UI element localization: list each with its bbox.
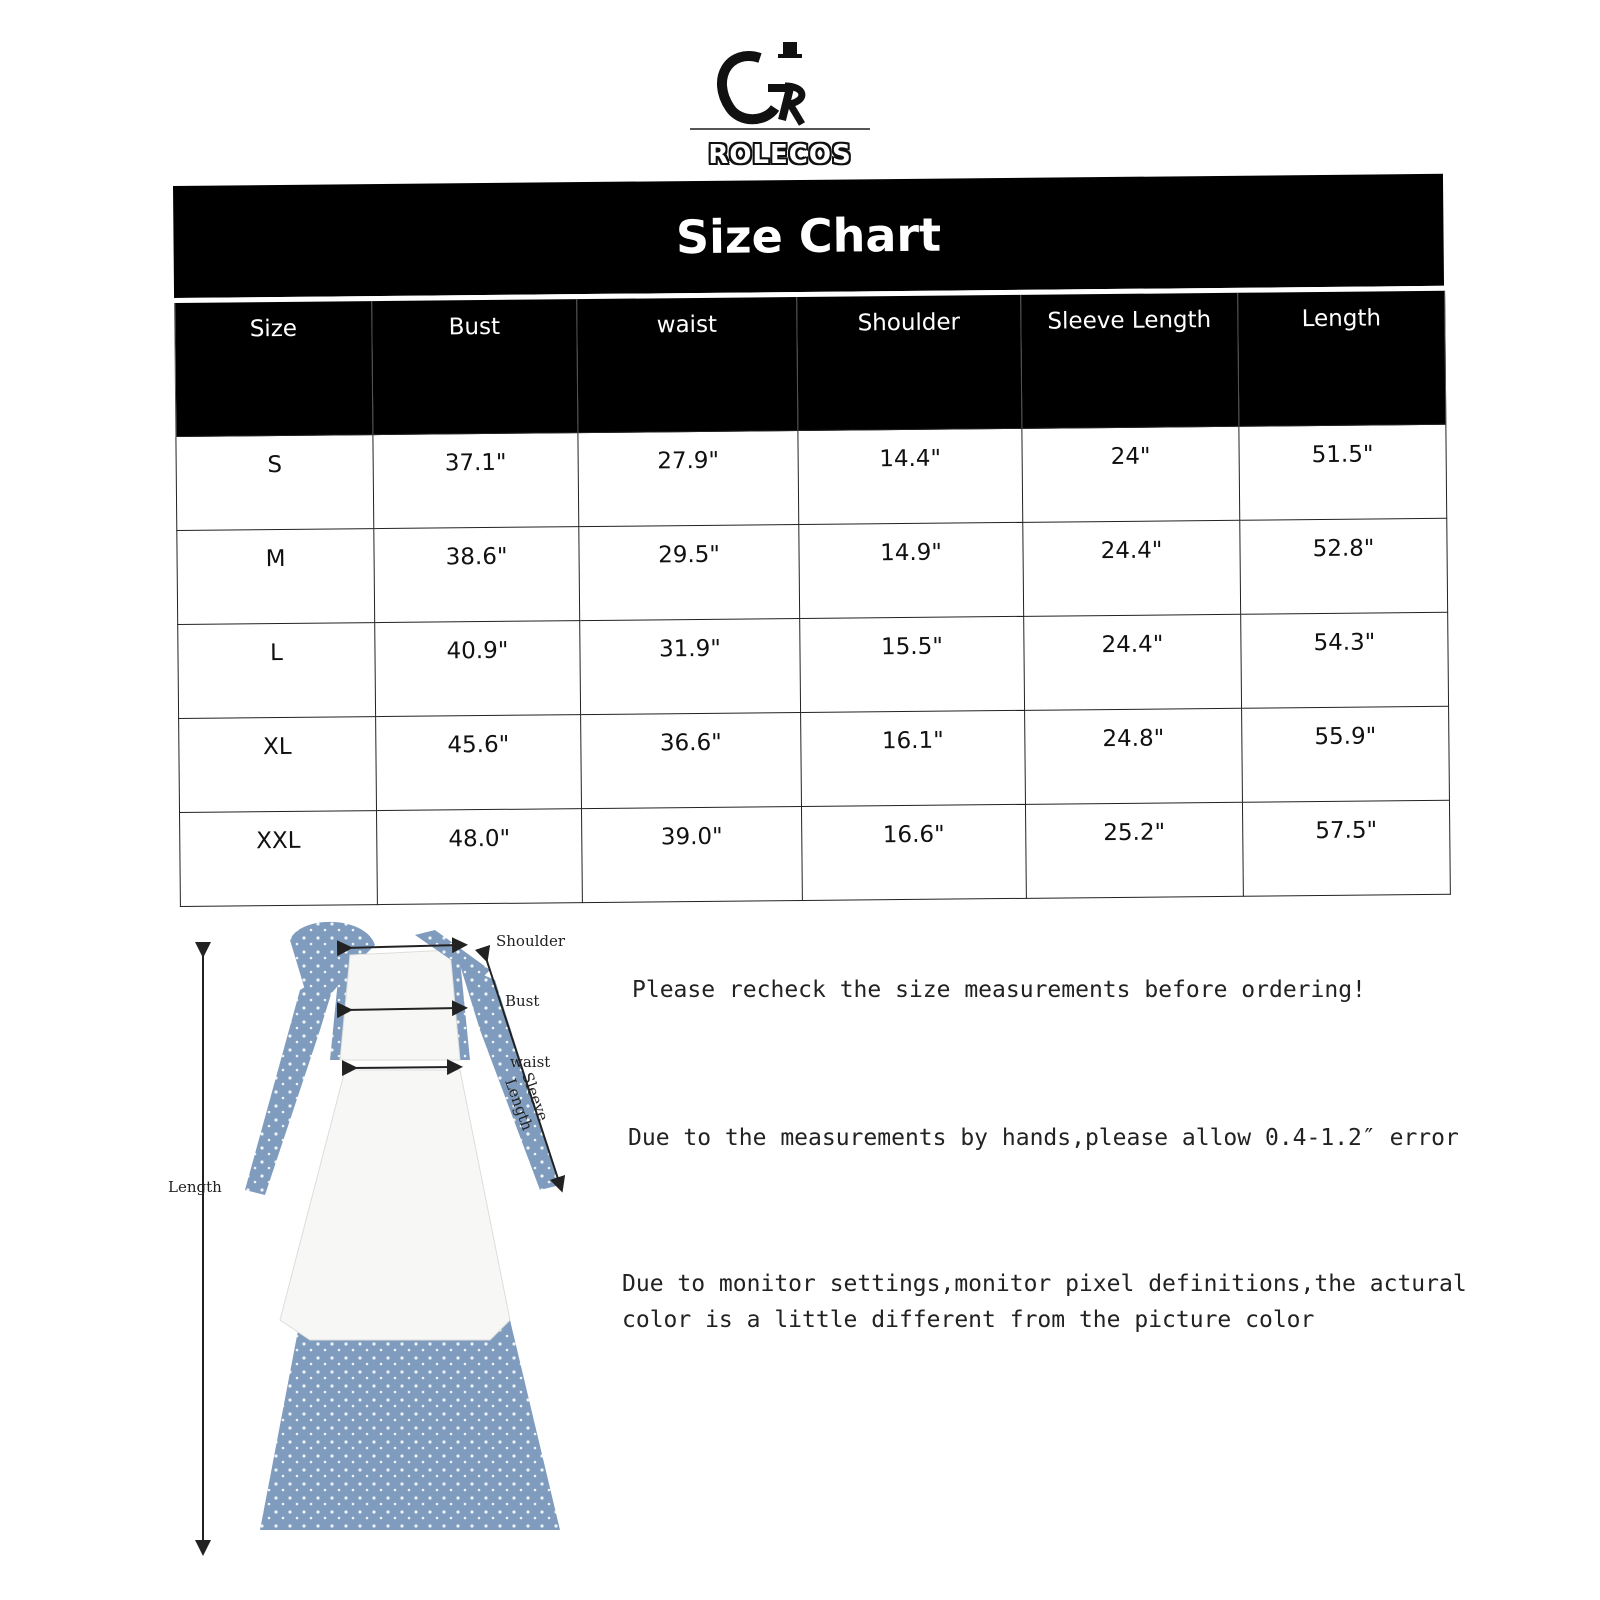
size-table [174, 291, 1451, 907]
header-shoulder: Shoulder [797, 295, 1022, 431]
table-cell: 29.5" [579, 525, 800, 621]
brand-logo [690, 38, 870, 178]
chart-title-bar [173, 174, 1444, 298]
header-size: Size [175, 301, 373, 436]
header-bust: Bust [372, 299, 578, 434]
table-cell: 57.5" [1242, 800, 1450, 896]
label-sleeve-length: Sleeve Length [501, 1070, 553, 1133]
table-cell: 24.4" [1023, 520, 1241, 616]
note-monitor-line2: color is a little different from the picture color [622, 1307, 1315, 1333]
note-monitor-line1: Due to monitor settings,monitor pixel definitions,the actural [622, 1271, 1467, 1297]
table-cell: S [176, 435, 374, 531]
header-length: Length [1238, 291, 1446, 426]
table-header-row [175, 291, 1446, 437]
logo-monogram-icon [690, 38, 870, 133]
table-cell: 38.6" [374, 527, 580, 623]
table-row [177, 518, 1448, 624]
table-row [179, 706, 1450, 812]
table-cell: 31.9" [580, 619, 801, 715]
table-row [176, 424, 1447, 530]
table-cell: XXL [180, 811, 378, 907]
table-cell: 15.5" [800, 616, 1025, 712]
table-cell: 27.9" [578, 431, 799, 527]
table-cell: 55.9" [1242, 706, 1450, 802]
dress-illustration [160, 920, 630, 1570]
label-bust: Bust [505, 992, 540, 1010]
note-recheck: Please recheck the size measurements before ordering! [632, 977, 1366, 1003]
table-row [180, 800, 1451, 906]
table-cell: 24.4" [1024, 614, 1242, 710]
size-chart [173, 174, 1450, 907]
table-cell: 40.9" [375, 621, 581, 717]
logo-divider [690, 128, 870, 130]
label-shoulder: Shoulder [496, 932, 566, 950]
table-cell: 36.6" [581, 713, 802, 809]
table-cell: 39.0" [581, 806, 802, 902]
table-cell: 25.2" [1025, 802, 1243, 898]
table-cell: 52.8" [1240, 518, 1448, 614]
chart-title: Size Chart [675, 207, 942, 265]
label-length: Length [168, 1178, 222, 1196]
table-cell: 16.1" [801, 710, 1026, 806]
table-cell: 48.0" [377, 809, 583, 905]
table-cell: L [178, 623, 376, 719]
table-cell: 16.6" [801, 804, 1026, 900]
table-cell: 24.8" [1025, 708, 1243, 804]
table-cell: 45.6" [376, 715, 582, 811]
label-waist: waist [510, 1053, 551, 1071]
brand-name: ROLECOS [708, 140, 852, 170]
header-sleeve-length: Sleeve Length [1021, 293, 1239, 429]
table-cell: 14.9" [799, 522, 1024, 618]
table-cell: 37.1" [373, 433, 579, 529]
note-measurement-error: Due to the measurements by hands,please allow 0.4-1.2″ error [628, 1125, 1459, 1151]
dress-figure-icon [160, 920, 630, 1570]
table-cell: 54.3" [1241, 612, 1449, 708]
table-cell: XL [179, 717, 377, 813]
table-cell: 51.5" [1239, 424, 1447, 520]
table-cell: 14.4" [798, 428, 1023, 524]
table-cell: M [177, 529, 375, 625]
table-row [178, 612, 1449, 718]
header-waist: waist [577, 297, 798, 433]
table-cell: 24" [1022, 426, 1240, 522]
